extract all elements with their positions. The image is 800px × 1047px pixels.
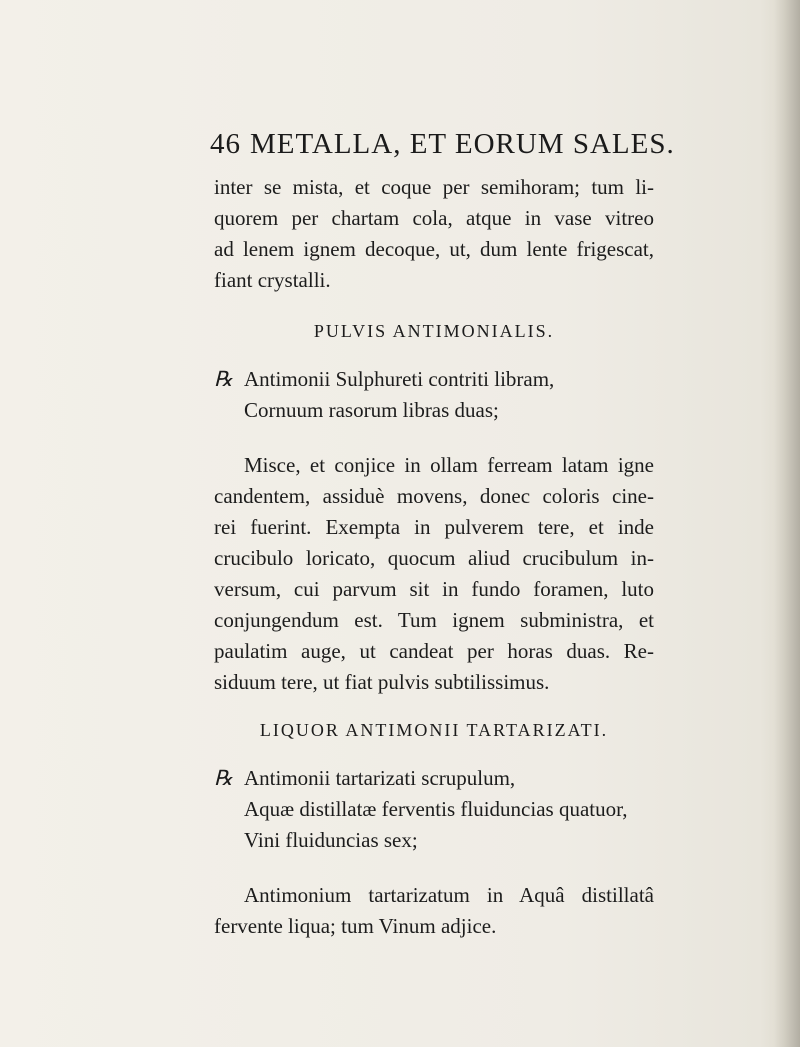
text-line: ad lenem ignem decoque, ut, dum lente frigescat, — [214, 237, 654, 261]
text-line: versum, cui parvum sit in fundo foramen, luto — [214, 577, 654, 601]
text-line: conjungendum est. Tum ignem subministra, et — [214, 608, 654, 632]
recipe-line — [214, 763, 654, 794]
recipe-ingredient: Cornuum rasorum libras duas; — [244, 398, 499, 422]
section-heading-liquor: LIQUOR ANTIMONII TARTARIZATI. — [259, 720, 609, 740]
recipe-ingredient: Antimonii tartarizati scrupulum, — [244, 766, 516, 790]
main-text — [214, 172, 654, 942]
running-title: METALLA, ET EORUM SALES. — [250, 128, 675, 160]
text-line: quorem per chartam cola, atque in vase vitreo — [214, 206, 654, 230]
recipe-ingredient: Antimonii Sulphureti contriti libram, — [244, 367, 555, 391]
recipe-symbol: ℞ — [214, 766, 233, 790]
section-heading-pulvis: PULVIS ANTIMONIALIS. — [313, 321, 555, 341]
text-line: fervente liqua; tum Vinum adjice. — [214, 914, 497, 938]
recipe-ingredient: Aquæ distillatæ ferventis fluiduncias quatuor, — [244, 797, 628, 821]
text-line: rei fuerint. Exempta in pulverem tere, et inde — [214, 515, 654, 539]
text-line: siduum tere, ut fiat pulvis subtilissimus. — [214, 670, 550, 694]
text-line: candentem, assiduè movens, donec coloris cine- — [214, 484, 654, 508]
paragraph-continuation — [214, 172, 654, 296]
recipe-liquor — [214, 763, 654, 856]
recipe-ingredient: Vini fluiduncias sex; — [244, 828, 418, 852]
text-line: inter se mista, et coque per semihoram; tum li- — [214, 175, 654, 199]
text-line: paulatim auge, ut candeat per horas duas. Re- — [214, 639, 654, 663]
recipe-symbol: ℞ — [214, 367, 233, 391]
page-number: 46 — [210, 128, 241, 160]
text-line: Misce, et conjice in ollam ferream latam igne — [244, 453, 654, 477]
paragraph-pulvis — [214, 450, 654, 698]
text-line: fiant crystalli. — [214, 268, 331, 292]
text-line: Antimonium tartarizatum in Aquâ distillatâ — [244, 883, 654, 907]
recipe-line — [214, 364, 654, 395]
text-line: crucibulo loricato, quocum aliud crucibulum in- — [214, 546, 654, 570]
paragraph-liquor — [214, 880, 654, 942]
recipe-pulvis — [214, 364, 654, 426]
page-edge-shadow — [774, 0, 800, 1047]
